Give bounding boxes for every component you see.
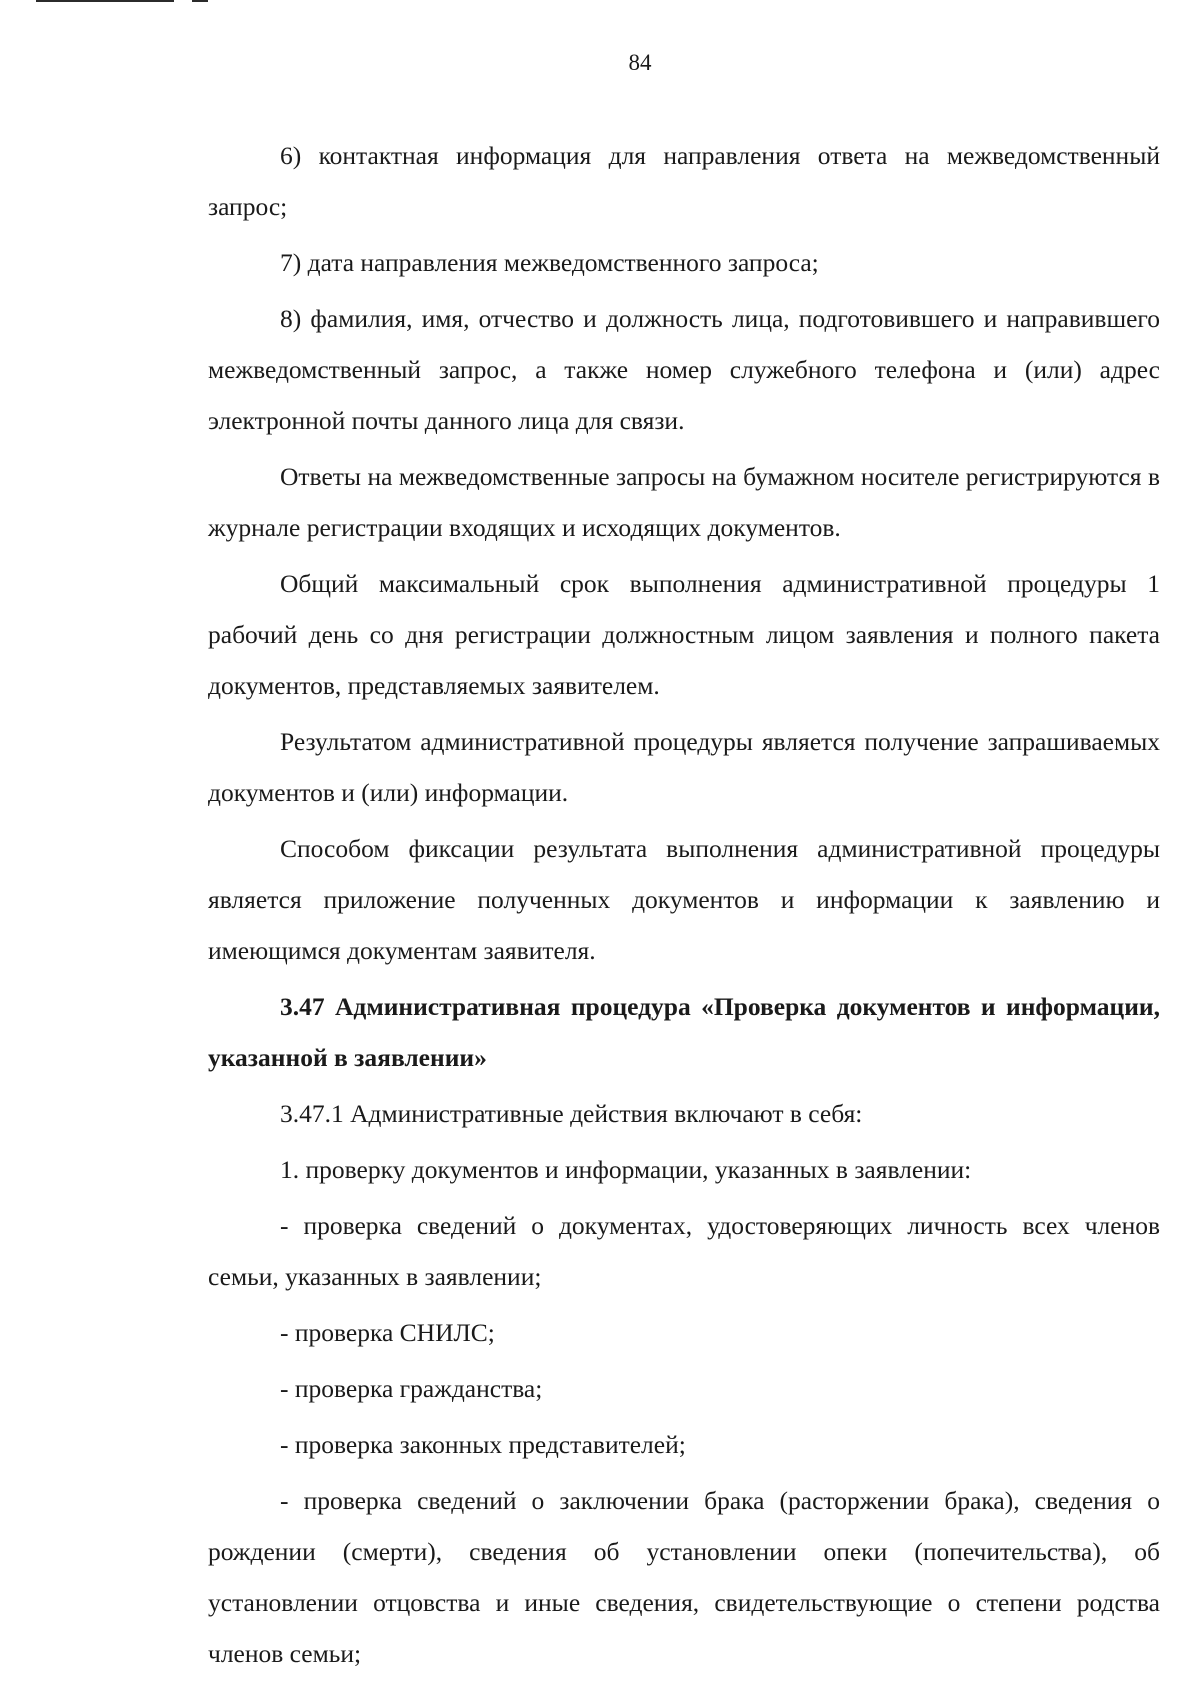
list-item-citizenship-check: - проверка гражданства; xyxy=(280,1374,543,1403)
paragraph-item-7: 7) дата направления межведомственного запроса; xyxy=(280,248,819,277)
paragraph-item-6: 6) контактная информация для направления ответа на межведомственный запрос; xyxy=(208,141,1160,221)
document-body xyxy=(208,130,1160,1679)
paragraph-responses-registration: Ответы на межведомственные запросы на бумажном носителе регистрируются в журнале регистрации входящих и исходящих документов. xyxy=(208,462,1160,542)
paragraph-result: Результатом административной процедуры является получение запрашиваемых документов и (или) информации. xyxy=(208,727,1160,807)
paragraph-max-term: Общий максимальный срок выполнения административной процедуры 1 рабочий день со дня регистрации должностным лицом заявления и полного пакета документов, представляемых заявителем. xyxy=(208,569,1160,700)
list-item-1: 1. проверку документов и информации, указанных в заявлении: xyxy=(280,1155,972,1184)
page-number: 84 xyxy=(628,50,652,75)
scan-artifact-line xyxy=(36,0,174,2)
paragraph-fixation-method: Способом фиксации результата выполнения административной процедуры является приложение полученных документов и информации к заявлению и имеющимся документам заявителя. xyxy=(208,834,1160,965)
list-item-snils-check: - проверка СНИЛС; xyxy=(280,1318,495,1347)
paragraph-item-8: 8) фамилия, имя, отчество и должность лица, подготовившего и направившего межведомственный запрос, а также номер служебного телефона и (или) адрес электронной почты данного лица для связи. xyxy=(208,304,1160,435)
list-item-identity-check: - проверка сведений о документах, удостоверяющих личность всех членов семьи, указанных в заявлении; xyxy=(208,1211,1160,1291)
section-heading-3-47: 3.47 Административная процедура «Проверка документов и информации, указанной в заявлении» xyxy=(208,992,1160,1072)
list-item-family-records-check: - проверка сведений о заключении брака (расторжении брака), сведения о рождении (смерти), сведения об установлении опеки (попечительства), об установлении отцовства и иные сведения, свидетельствующие о степени родства членов семьи; xyxy=(208,1486,1160,1668)
scan-artifact-line xyxy=(192,0,208,2)
paragraph-3-47-1: 3.47.1 Административные действия включают в себя: xyxy=(280,1099,863,1128)
list-item-representatives-check: - проверка законных представителей; xyxy=(280,1430,686,1459)
